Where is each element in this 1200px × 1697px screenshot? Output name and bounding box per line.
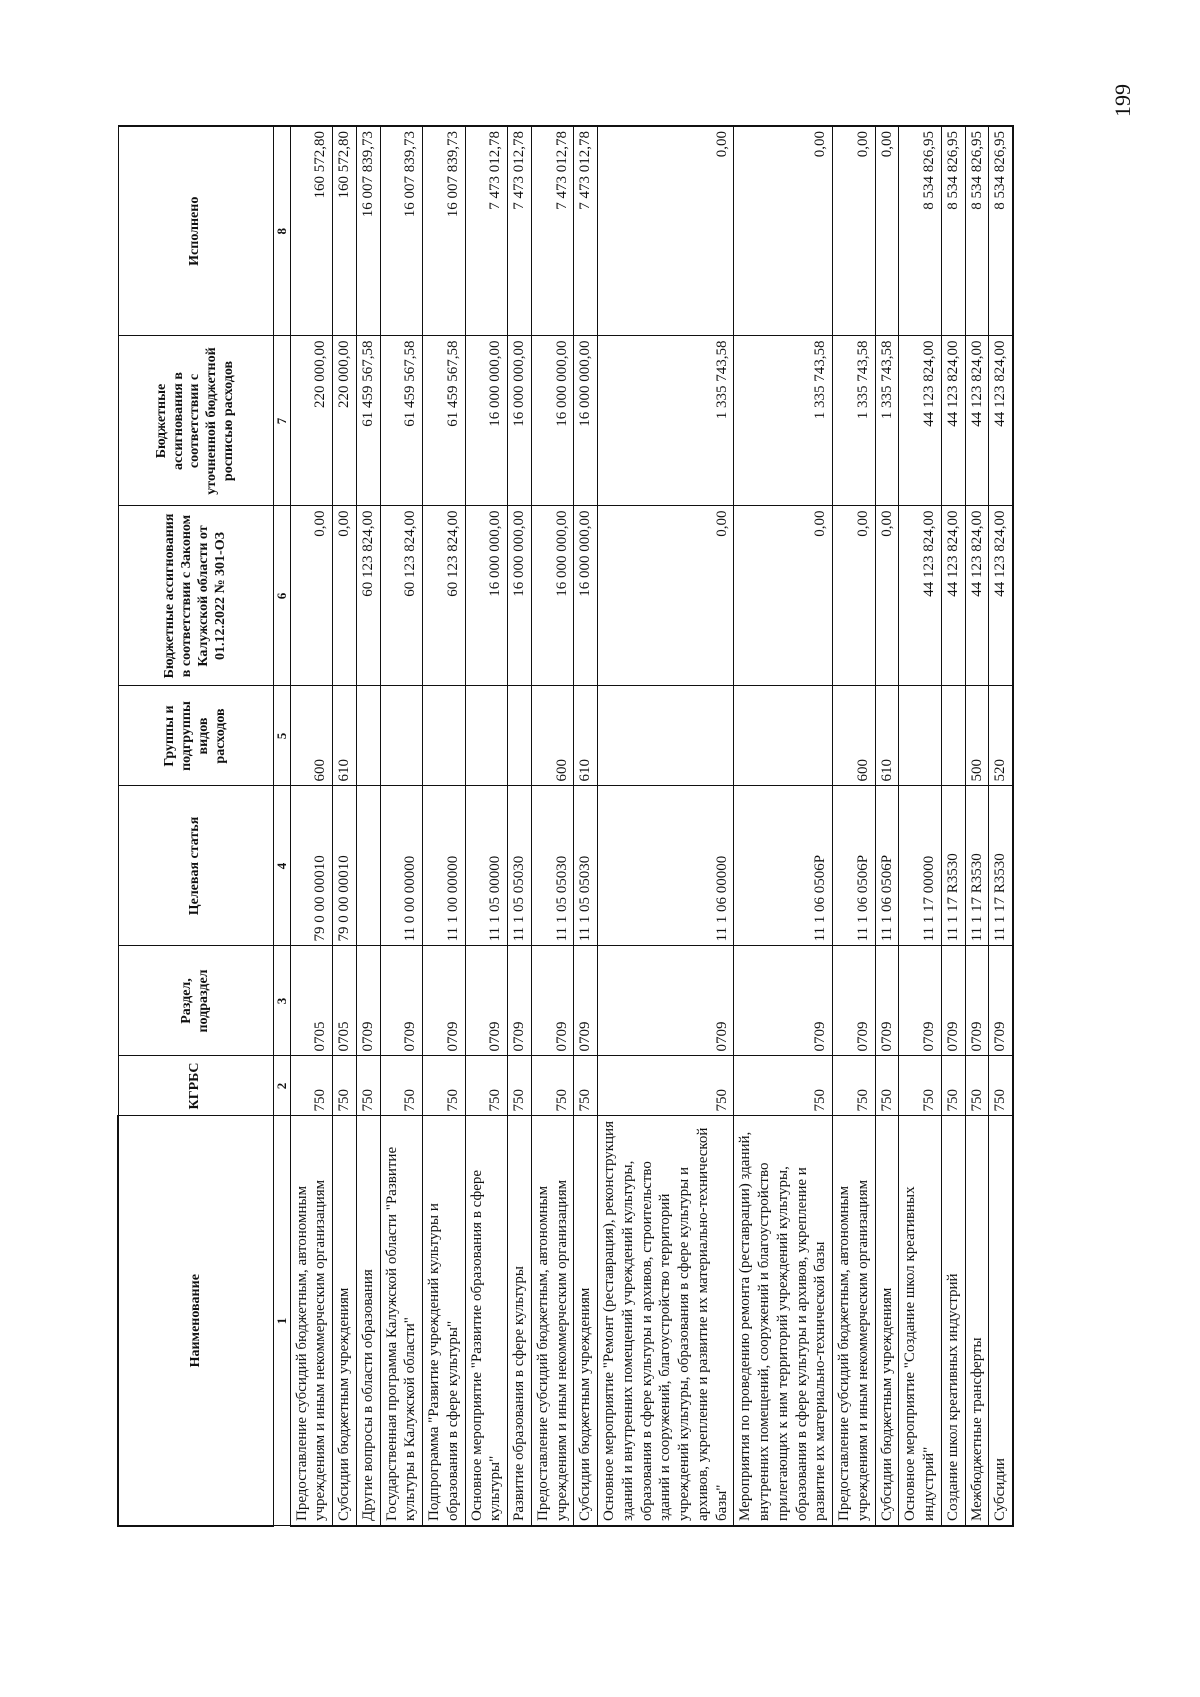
cell-refined-allocation: 16 000 000,00 xyxy=(508,336,532,506)
column-number: 8 xyxy=(274,126,291,336)
cell-target-article: 11 1 05 05030 xyxy=(508,786,532,946)
cell-expense-group xyxy=(598,686,734,786)
cell-refined-allocation: 44 123 824,00 xyxy=(989,336,1013,506)
table-row xyxy=(423,126,466,1526)
table-row xyxy=(380,126,423,1526)
cell-law-allocation: 0,00 xyxy=(875,506,899,686)
column-number-row xyxy=(274,126,291,1526)
cell-refined-allocation: 1 335 743,58 xyxy=(875,336,899,506)
cell-expense-group xyxy=(356,686,380,786)
cell-section: 0709 xyxy=(833,946,876,1056)
cell-executed: 0,00 xyxy=(598,126,734,336)
cell-section: 0709 xyxy=(531,946,574,1056)
cell-executed: 7 473 012,78 xyxy=(465,126,508,336)
cell-law-allocation: 16 000 000,00 xyxy=(465,506,508,686)
cell-refined-allocation: 220 000,00 xyxy=(333,336,357,506)
cell-section: 0709 xyxy=(899,946,942,1056)
cell-expense-group: 610 xyxy=(875,686,899,786)
column-number: 3 xyxy=(274,946,291,1056)
cell-kgrbs: 750 xyxy=(989,1056,1013,1116)
table-row xyxy=(833,126,876,1526)
cell-refined-allocation: 61 459 567,58 xyxy=(356,336,380,506)
cell-name: Подпрограмма "Развитие учреждений культуры и образования в сфере культуры" xyxy=(423,1116,466,1526)
cell-name: Предоставление субсидий бюджетным, автономным учреждениям и иным некоммерческим организациям xyxy=(290,1116,333,1526)
cell-law-allocation: 0,00 xyxy=(734,506,833,686)
cell-refined-allocation: 16 000 000,00 xyxy=(531,336,574,506)
budget-execution-table xyxy=(117,125,1014,1527)
cell-kgrbs: 750 xyxy=(833,1056,876,1116)
cell-section: 0709 xyxy=(875,946,899,1056)
cell-name: Межбюджетные трансферты xyxy=(965,1116,989,1526)
cell-section: 0709 xyxy=(598,946,734,1056)
table-row xyxy=(465,126,508,1526)
cell-kgrbs: 750 xyxy=(574,1056,598,1116)
cell-section: 0709 xyxy=(574,946,598,1056)
cell-expense-group xyxy=(734,686,833,786)
cell-expense-group: 520 xyxy=(989,686,1013,786)
column-header-executed: Исполнено xyxy=(118,126,274,336)
cell-section: 0705 xyxy=(290,946,333,1056)
cell-executed: 0,00 xyxy=(833,126,876,336)
cell-section: 0709 xyxy=(423,946,466,1056)
cell-name: Субсидии бюджетным учреждениям xyxy=(875,1116,899,1526)
cell-law-allocation: 0,00 xyxy=(598,506,734,686)
cell-name: Основное мероприятие "Создание школ креативных индустрий" xyxy=(899,1116,942,1526)
cell-kgrbs: 750 xyxy=(531,1056,574,1116)
table-row xyxy=(290,126,333,1526)
cell-target-article: 79 0 00 00010 xyxy=(290,786,333,946)
cell-name: Основное мероприятие "Развитие образования в сфере культуры" xyxy=(465,1116,508,1526)
cell-law-allocation: 44 123 824,00 xyxy=(965,506,989,686)
cell-name: Предоставление субсидий бюджетным, автономным учреждениям и иным некоммерческим организациям xyxy=(531,1116,574,1526)
cell-refined-allocation: 16 000 000,00 xyxy=(465,336,508,506)
cell-executed: 160 572,80 xyxy=(333,126,357,336)
cell-name: Мероприятия по проведению ремонта (реставрации) зданий, внутренних помещений, сооружений и благоустройство прилегающих к ним территорий учреждений культуры, образования в сфере культуры и архивов, укрепление и развитие их материально-технической базы xyxy=(734,1116,833,1526)
table-row xyxy=(508,126,532,1526)
cell-law-allocation: 44 123 824,00 xyxy=(941,506,965,686)
table-row xyxy=(356,126,380,1526)
table-row xyxy=(989,126,1013,1526)
column-header-law-allocation: Бюджетные ассигнования в соответствии с Законом Калужской области от 01.12.2022 № 301-ОЗ xyxy=(118,506,274,686)
cell-target-article: 11 1 17 R3530 xyxy=(965,786,989,946)
table-row xyxy=(574,126,598,1526)
cell-expense-group: 610 xyxy=(333,686,357,786)
cell-section: 0709 xyxy=(380,946,423,1056)
cell-law-allocation: 60 123 824,00 xyxy=(380,506,423,686)
table-row xyxy=(899,126,942,1526)
cell-kgrbs: 750 xyxy=(290,1056,333,1116)
cell-refined-allocation: 44 123 824,00 xyxy=(941,336,965,506)
cell-section: 0709 xyxy=(965,946,989,1056)
table-row xyxy=(965,126,989,1526)
column-header-expense-group: Группы и подгруппы видов расходов xyxy=(118,686,274,786)
cell-expense-group: 600 xyxy=(531,686,574,786)
cell-target-article: 11 1 17 R3530 xyxy=(989,786,1013,946)
cell-target-article xyxy=(356,786,380,946)
cell-law-allocation: 16 000 000,00 xyxy=(508,506,532,686)
cell-executed: 16 007 839,73 xyxy=(356,126,380,336)
cell-executed: 8 534 826,95 xyxy=(941,126,965,336)
cell-target-article: 11 1 05 05030 xyxy=(574,786,598,946)
cell-expense-group: 600 xyxy=(290,686,333,786)
cell-refined-allocation: 220 000,00 xyxy=(290,336,333,506)
cell-law-allocation: 0,00 xyxy=(290,506,333,686)
cell-refined-allocation: 1 335 743,58 xyxy=(734,336,833,506)
table-row xyxy=(531,126,574,1526)
cell-section: 0709 xyxy=(508,946,532,1056)
cell-expense-group: 600 xyxy=(833,686,876,786)
cell-refined-allocation: 61 459 567,58 xyxy=(380,336,423,506)
cell-expense-group xyxy=(899,686,942,786)
cell-kgrbs: 750 xyxy=(333,1056,357,1116)
column-number: 4 xyxy=(274,786,291,946)
cell-name: Субсидии бюджетным учреждениям xyxy=(333,1116,357,1526)
cell-expense-group xyxy=(380,686,423,786)
cell-refined-allocation: 1 335 743,58 xyxy=(833,336,876,506)
cell-target-article: 11 1 00 00000 xyxy=(423,786,466,946)
cell-section: 0709 xyxy=(465,946,508,1056)
cell-section: 0709 xyxy=(356,946,380,1056)
cell-expense-group xyxy=(508,686,532,786)
cell-executed: 7 473 012,78 xyxy=(531,126,574,336)
column-header-target-article: Целевая статья xyxy=(118,786,274,946)
cell-target-article: 11 1 05 00000 xyxy=(465,786,508,946)
cell-kgrbs: 750 xyxy=(356,1056,380,1116)
cell-name: Основное мероприятие "Ремонт (реставрация), реконструкция зданий и внутренних помещений учреждений культуры, образования в сфере культуры и архивов, строительство зданий и сооружений, благоустройство территорий учреждений культуры, образования в сфере культуры и архивов, укрепление и развитие их материально-технической базы" xyxy=(598,1116,734,1526)
cell-executed: 7 473 012,78 xyxy=(508,126,532,336)
cell-executed: 8 534 826,95 xyxy=(965,126,989,336)
cell-expense-group xyxy=(423,686,466,786)
header-row xyxy=(118,126,274,1526)
cell-kgrbs: 750 xyxy=(875,1056,899,1116)
cell-target-article: 11 1 05 05030 xyxy=(531,786,574,946)
cell-section: 0705 xyxy=(333,946,357,1056)
cell-executed: 16 007 839,73 xyxy=(423,126,466,336)
cell-kgrbs: 750 xyxy=(508,1056,532,1116)
cell-law-allocation: 0,00 xyxy=(333,506,357,686)
cell-expense-group xyxy=(941,686,965,786)
cell-target-article: 11 1 06 0506Р xyxy=(833,786,876,946)
column-header-name: Наименование xyxy=(118,1116,274,1526)
column-number: 2 xyxy=(274,1056,291,1116)
cell-kgrbs: 750 xyxy=(734,1056,833,1116)
cell-name: Субсидии xyxy=(989,1116,1013,1526)
cell-law-allocation: 0,00 xyxy=(833,506,876,686)
table-row xyxy=(598,126,734,1526)
cell-name: Другие вопросы в области образования xyxy=(356,1116,380,1526)
column-header-kgrbs: КГРБС xyxy=(118,1056,274,1116)
cell-target-article: 11 1 06 0506Р xyxy=(734,786,833,946)
column-number: 7 xyxy=(274,336,291,506)
cell-kgrbs: 750 xyxy=(465,1056,508,1116)
cell-law-allocation: 60 123 824,00 xyxy=(423,506,466,686)
cell-kgrbs: 750 xyxy=(598,1056,734,1116)
cell-law-allocation: 16 000 000,00 xyxy=(574,506,598,686)
column-header-section: Раздел, подраздел xyxy=(118,946,274,1056)
column-number: 5 xyxy=(274,686,291,786)
table-row xyxy=(875,126,899,1526)
cell-kgrbs: 750 xyxy=(423,1056,466,1116)
cell-executed: 8 534 826,95 xyxy=(899,126,942,336)
cell-law-allocation: 44 123 824,00 xyxy=(899,506,942,686)
column-number: 6 xyxy=(274,506,291,686)
page-number: 199 xyxy=(1110,84,1135,117)
cell-target-article: 11 1 17 R3530 xyxy=(941,786,965,946)
cell-kgrbs: 750 xyxy=(965,1056,989,1116)
cell-expense-group: 500 xyxy=(965,686,989,786)
table-row xyxy=(734,126,833,1526)
cell-expense-group: 610 xyxy=(574,686,598,786)
column-header-refined-allocation: Бюджетные ассигнования в соответствии с уточненной бюджетной росписью расходов xyxy=(118,336,274,506)
cell-law-allocation: 44 123 824,00 xyxy=(989,506,1013,686)
cell-name: Создание школ креативных индустрий xyxy=(941,1116,965,1526)
cell-law-allocation: 60 123 824,00 xyxy=(356,506,380,686)
cell-section: 0709 xyxy=(989,946,1013,1056)
cell-executed: 16 007 839,73 xyxy=(380,126,423,336)
table-row xyxy=(333,126,357,1526)
table-row xyxy=(941,126,965,1526)
cell-executed: 0,00 xyxy=(734,126,833,336)
cell-expense-group xyxy=(465,686,508,786)
cell-kgrbs: 750 xyxy=(941,1056,965,1116)
cell-executed: 8 534 826,95 xyxy=(989,126,1013,336)
table-body xyxy=(290,126,1013,1526)
cell-kgrbs: 750 xyxy=(380,1056,423,1116)
cell-section: 0709 xyxy=(734,946,833,1056)
cell-refined-allocation: 44 123 824,00 xyxy=(965,336,989,506)
cell-target-article: 11 1 06 0506Р xyxy=(875,786,899,946)
cell-name: Предоставление субсидий бюджетным, автономным учреждениям и иным некоммерческим организациям xyxy=(833,1116,876,1526)
cell-name: Развитие образования в сфере культуры xyxy=(508,1116,532,1526)
cell-name: Субсидии бюджетным учреждениям xyxy=(574,1116,598,1526)
column-number: 1 xyxy=(274,1116,291,1526)
cell-kgrbs: 750 xyxy=(899,1056,942,1116)
cell-name: Государственная программа Калужской области "Развитие культуры в Калужской области" xyxy=(380,1116,423,1526)
cell-executed: 0,00 xyxy=(875,126,899,336)
cell-executed: 160 572,80 xyxy=(290,126,333,336)
cell-target-article: 11 1 06 00000 xyxy=(598,786,734,946)
cell-target-article: 11 0 00 00000 xyxy=(380,786,423,946)
cell-target-article: 79 0 00 00010 xyxy=(333,786,357,946)
cell-target-article: 11 1 17 00000 xyxy=(899,786,942,946)
cell-law-allocation: 16 000 000,00 xyxy=(531,506,574,686)
cell-executed: 7 473 012,78 xyxy=(574,126,598,336)
cell-refined-allocation: 44 123 824,00 xyxy=(899,336,942,506)
cell-section: 0709 xyxy=(941,946,965,1056)
cell-refined-allocation: 61 459 567,58 xyxy=(423,336,466,506)
cell-refined-allocation: 16 000 000,00 xyxy=(574,336,598,506)
cell-refined-allocation: 1 335 743,58 xyxy=(598,336,734,506)
